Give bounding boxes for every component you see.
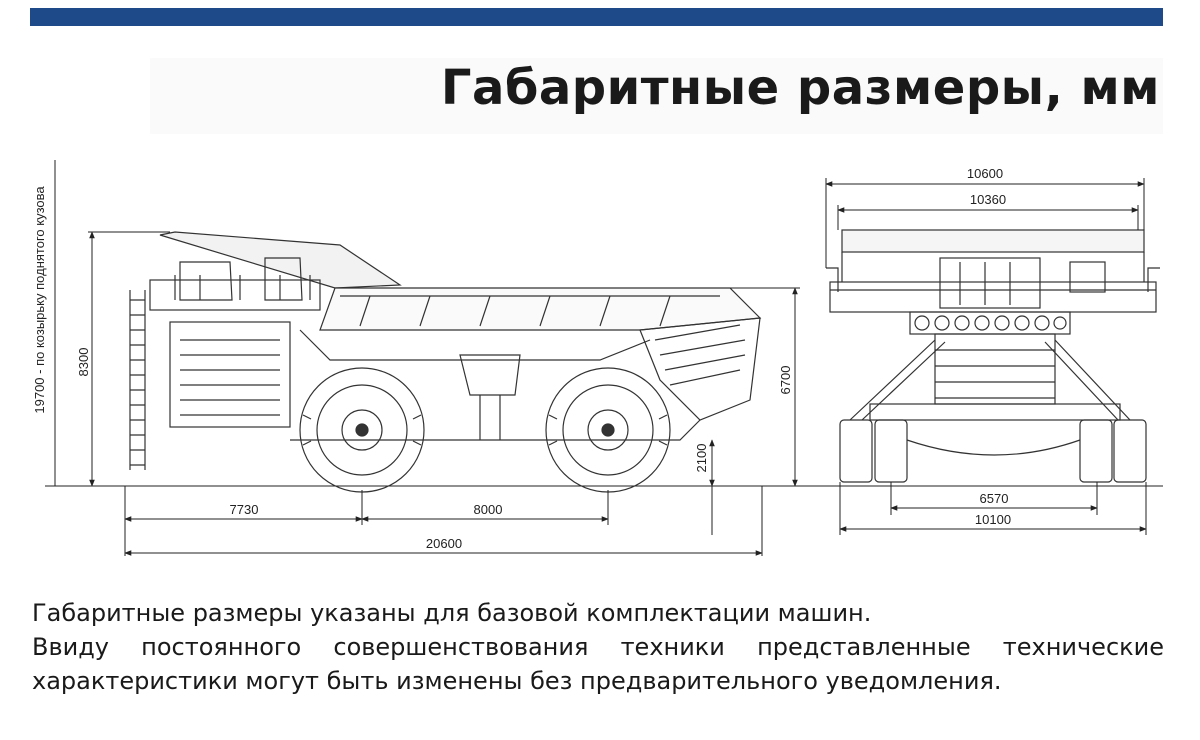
disclaimer-note [32,596,1164,698]
dim-label-tire-width: 10100 [974,512,1012,527]
dim-label-length: 20600 [425,536,463,551]
dim-label-wheelbase: 8000 [473,502,503,517]
side-view-truck [130,232,760,492]
dim-label-body-width: 10360 [969,192,1007,207]
note-line-1: Габаритные размеры указаны для базовой комплектации машин. [32,599,872,627]
note-line-2: Ввиду постоянного совершенствования техники представленные технические [32,633,1164,661]
dim-label-height: 8300 [76,347,91,377]
dim-label-loading-height: 6700 [778,365,793,395]
dim-label-raised-height: 19700 - по козырьку поднятого кузова [32,186,47,414]
dim-label-clearance: 2100 [694,443,709,473]
page-title: Габаритные размеры, мм [440,60,1160,116]
front-view-truck [826,230,1160,482]
dim-label-overall-width: 10600 [966,166,1004,181]
dimension-drawing [0,140,1200,570]
top-accent-bar [30,8,1163,26]
dim-label-track: 6570 [979,491,1009,506]
dim-label-front-overhang: 7730 [229,502,259,517]
note-line-3: характеристики могут быть изменены без предварительного уведомления. [32,667,1002,695]
